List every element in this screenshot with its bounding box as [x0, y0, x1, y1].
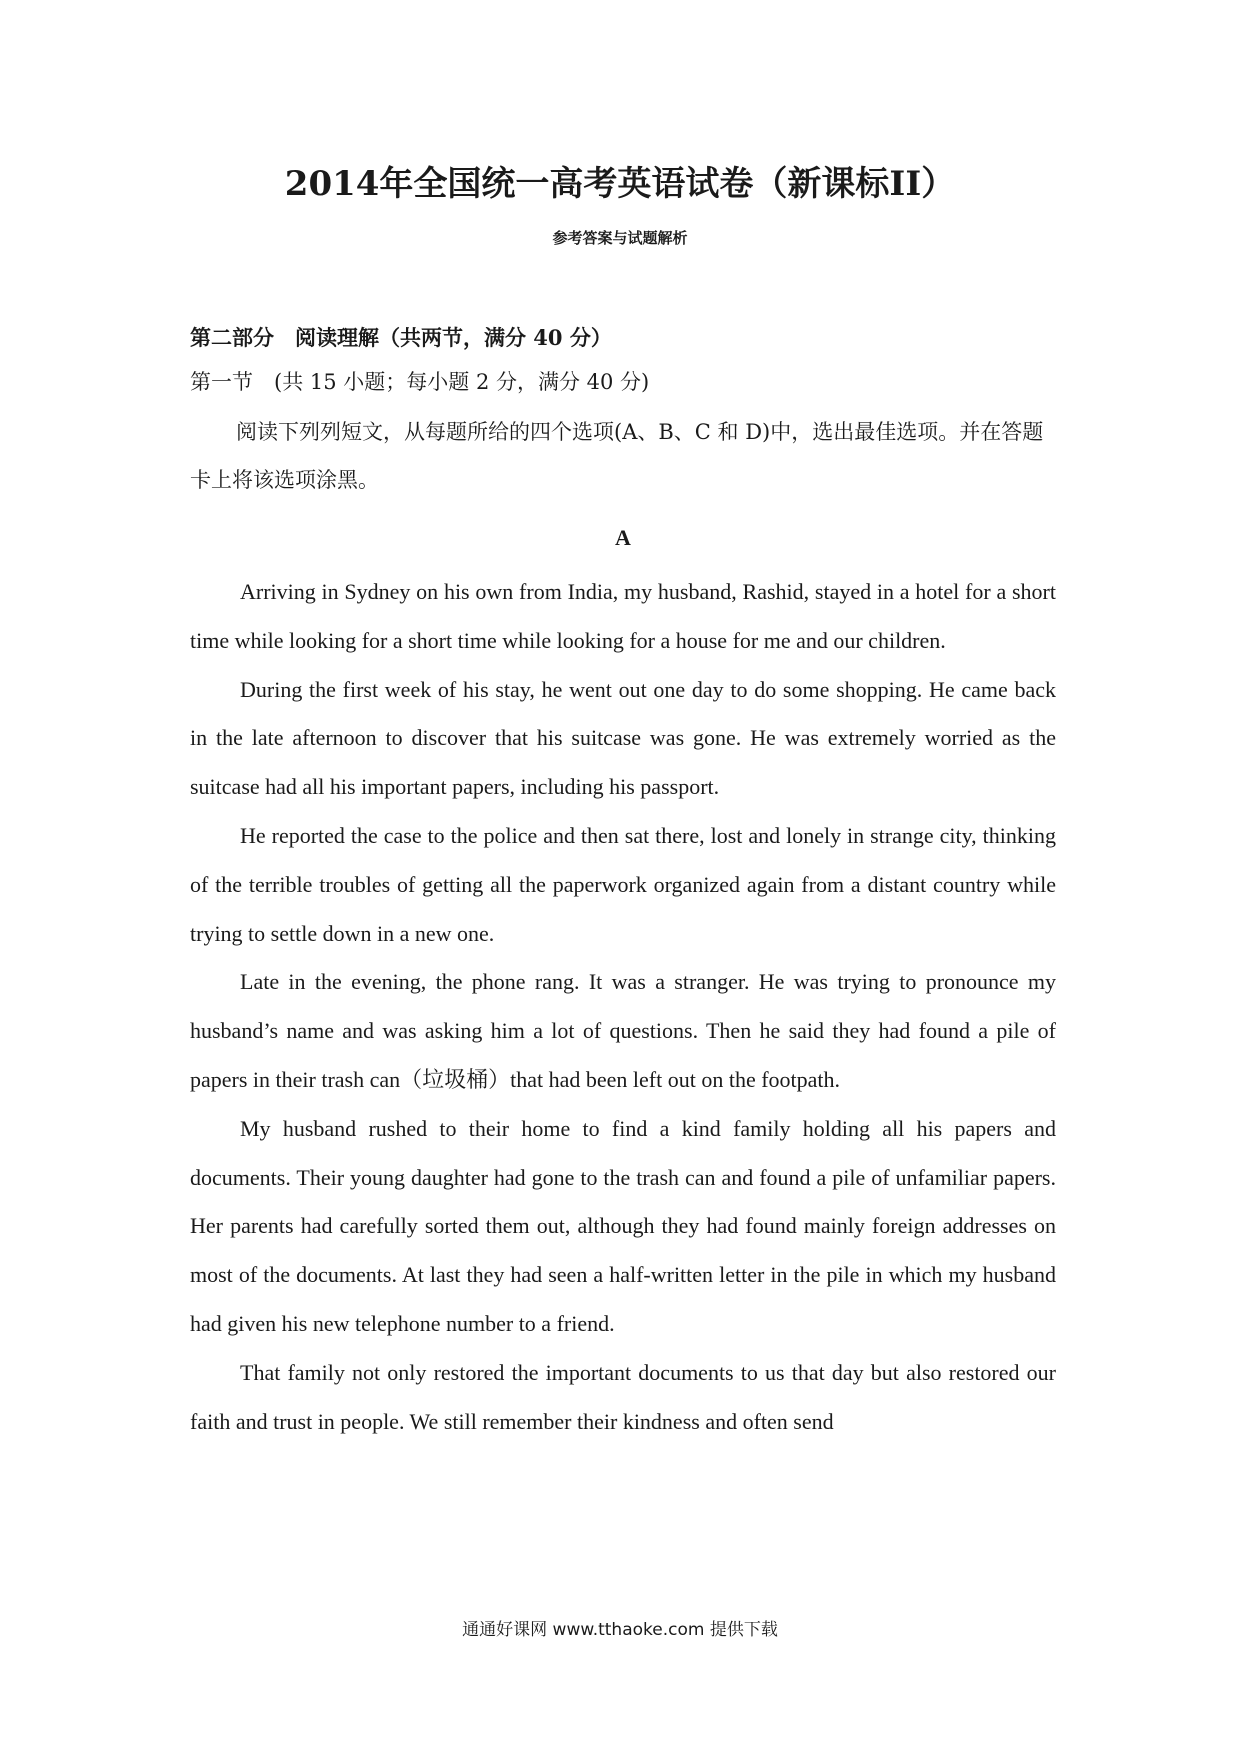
passage-paragraph: Arriving in Sydney on his own from India, my husband, Rashid, stayed in a hotel for a short time while looking for a short time while looking for a house for me and our children. — [190, 579, 1056, 653]
passage-paragraph: Late in the evening, the phone rang. It was a stranger. He was trying to pronounce my husband’s name and was asking him a lot of questions. Then he said they had found a pile of papers in their trash can（垃圾桶）that had been left out on the footpath. — [190, 969, 1056, 1092]
page-title: 2014年全国统一高考英语试卷（新课标II） — [284, 164, 956, 204]
passage-paragraph: He reported the case to the police and then sat there, lost and lonely in strange city, thinking of the terrible troubles of getting all the paperwork organized again from a distant country while trying to settle down in a new one. — [190, 822, 1056, 946]
section-heading: 第二部分 阅读理解（共两节，满分 40 分） — [190, 325, 612, 350]
subsection-heading: 第一节 (共 15 小题；每小题 2 分，满分 40 分) — [190, 370, 650, 394]
main-content — [190, 320, 1056, 1446]
passage-body — [190, 568, 1056, 1446]
passage-paragraph: During the first week of his stay, he went out one day to do some shopping. He came back in the late afternoon to discover that his suitcase was gone. He was extremely worried as the suitcase had all his important papers, including his passport. — [190, 676, 1056, 800]
passage-paragraph: My husband rushed to their home to find a kind family holding all his papers and documents. Their young daughter had gone to the trash can and found a pile of unfamiliar papers. Her parents had carefully sorted them out, although they had found mainly foreign addresses on most of the documents. At last they had seen a half-written letter in the pile in which my husband had given his new telephone number to a friend. — [190, 1115, 1056, 1336]
passage-label: A — [615, 525, 631, 550]
instruction-text: 阅读下列列短文，从每题所给的四个选项(A、B、C 和 D)中，选出最佳选项。并在答题卡上将该选项涂黑。 — [190, 420, 1044, 492]
page-footer: 通通好课网 www.tthaoke.com 提供下载 — [462, 1620, 778, 1640]
page-subtitle: 参考答案与试题解析 — [552, 229, 688, 247]
passage-paragraph: That family not only restored the important documents to us that day but also restored our faith and trust in people. We still remember their kindness and often send — [190, 1359, 1056, 1434]
